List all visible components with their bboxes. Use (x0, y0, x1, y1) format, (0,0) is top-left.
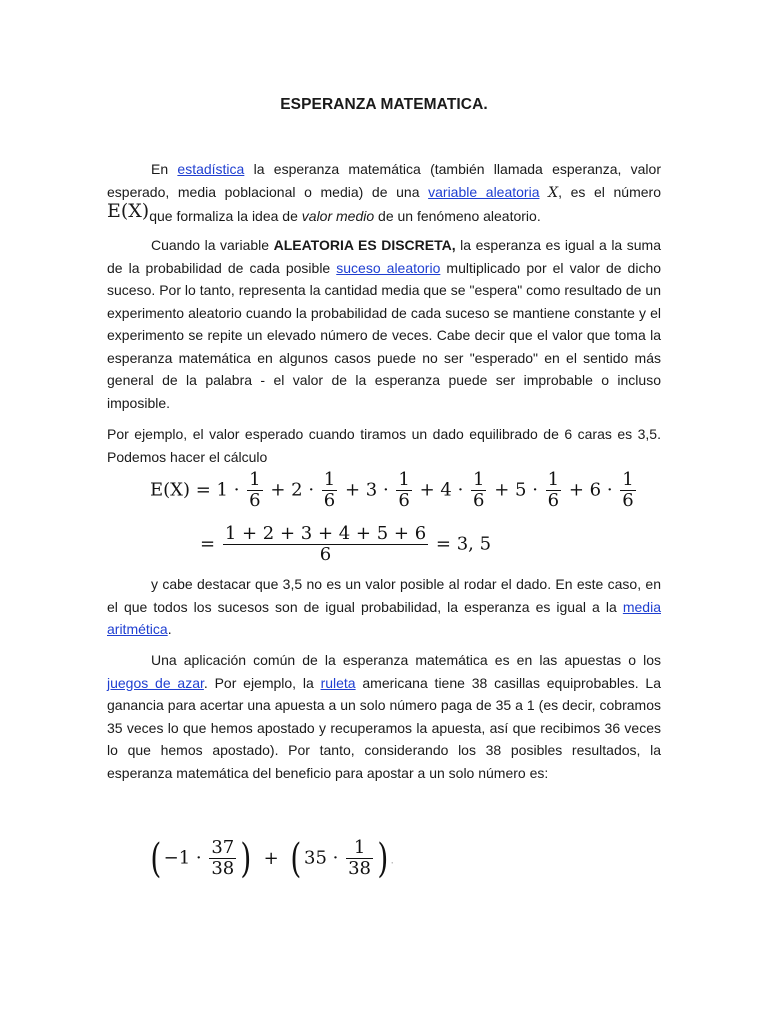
formula-operator: + (263, 847, 279, 869)
formula-operator: = (200, 533, 216, 555)
numerator: 1 (473, 469, 485, 490)
formula-dice-result (200, 524, 491, 565)
numerator: 1 (398, 469, 410, 490)
document-title: ESPERANZA MATEMATICA. (280, 96, 488, 113)
formula-operator: + 3 · (344, 479, 389, 501)
link-suceso-aleatorio[interactable]: suceso aleatorio (336, 259, 441, 276)
fraction (620, 470, 635, 511)
fraction (322, 470, 337, 511)
text-run: la esperanza matemática (también llamada esperanza, valor esperado, media poblacional o media) de una (107, 161, 661, 200)
text-run: En (151, 161, 178, 177)
denominator: 6 (323, 490, 336, 511)
text-run: Cuando la variable (151, 237, 274, 253)
link-media-aritmetica[interactable]: media aritmética (107, 598, 661, 637)
text-run: . (167, 621, 172, 637)
fraction (209, 838, 236, 879)
formula-operator: + 2 · (270, 479, 315, 501)
bold-text: ALEATORIA ES DISCRETA, (273, 237, 456, 253)
variable-x: X (548, 184, 559, 201)
math-expected-value: E(X) (107, 200, 150, 222)
numerator: 1 (249, 469, 261, 490)
formula-lhs: E(X) = 1 · (150, 479, 240, 501)
numerator: 1 (547, 469, 560, 490)
formula-operator: + 4 · (419, 479, 464, 501)
formula-operator: + 5 · (494, 479, 538, 501)
formula-term: −1 · (163, 847, 202, 869)
denominator: 6 (547, 490, 560, 511)
numerator: 37 (211, 837, 235, 858)
numerator: 1 + 2 + 3 + 4 + 5 + 6 (224, 523, 427, 544)
formula-roulette (148, 835, 394, 882)
denominator: 6 (398, 490, 410, 511)
italic-text: valor medio (301, 208, 375, 224)
fraction (471, 470, 486, 511)
text-run: que formaliza la idea de (149, 208, 302, 224)
text-run: la esperanza es igual a la suma de la probabilidad de cada posible (107, 237, 662, 276)
formula-term: 35 · (304, 847, 339, 869)
fraction (247, 470, 262, 511)
text-run: Una aplicación común de la esperanza matemática es en las apuestas o los (151, 652, 661, 668)
denominator: 6 (223, 544, 428, 565)
text-run: , es el número (558, 183, 661, 200)
link-juegos-de-azar[interactable]: juegos de azar (107, 674, 204, 691)
paragraph-gambling (107, 649, 661, 784)
denominator: 6 (249, 490, 261, 511)
paren-close: ) (377, 835, 389, 882)
formula-tail: . (390, 855, 394, 867)
formula-result: = 3, 5 (435, 533, 492, 555)
paragraph-discrete (107, 234, 661, 414)
paren-open: ( (290, 835, 302, 882)
formula-dice-sum (150, 470, 638, 511)
text-run: y cabe destacar que 3,5 no es un valor posible al rodar el dado. En este caso, en el que todos los sucesos son de igual probabilidad, la esperanza es igual a la (107, 576, 661, 615)
denominator: 38 (348, 858, 372, 879)
text-run: americana tiene 38 casillas equiprobables. La ganancia para acertar una apuesta a un solo número paga de 35 a 1 (es decir, cobramos 35 veces lo que hemos apostado y recuperamos la apuesta, así que recibimos 36 veces lo que hemos apostado). Por tanto, considerando los 38 posibles resultados, la esperanza matemática del beneficio para apostar a un solo número es: (107, 674, 661, 781)
link-estadistica[interactable]: estadística (177, 161, 245, 177)
numerator: 1 (622, 469, 634, 490)
fraction (346, 838, 373, 879)
link-ruleta[interactable]: ruleta (320, 674, 356, 691)
denominator: 6 (473, 490, 485, 511)
paren-open: ( (150, 835, 162, 882)
paragraph-definition (107, 158, 661, 228)
denominator: 6 (622, 490, 634, 511)
fraction (546, 470, 561, 511)
fraction (396, 470, 411, 511)
paren-close: ) (240, 835, 252, 882)
numerator: 1 (323, 469, 336, 490)
paragraph-example: Por ejemplo, el valor esperado cuando tiramos un dado equilibrado de 6 caras es 3,5. Podemos hacer el cálculo (107, 426, 661, 465)
text-run: de un fenómeno aleatorio. (374, 208, 541, 224)
numerator: 1 (353, 837, 366, 858)
paragraph-remark (107, 573, 661, 641)
text-run: . Por ejemplo, la (203, 674, 321, 691)
link-variable-aleatoria[interactable]: variable aleatoria (428, 183, 540, 200)
fraction (223, 524, 428, 565)
formula-operator: + 6 · (568, 479, 613, 501)
denominator: 38 (211, 858, 235, 879)
text-run: multiplicado por el valor de dicho suceso. Por lo tanto, representa la cantidad media que se "espera" como resultado de un experimento aleatorio cuando la probabilidad de cada suceso se mantiene constante y el experimento se repite un elevado número de veces. Cabe decir que el valor que toma la esperanza matemática en algunos casos puede no ser "esperado" en el sentido más general de la palabra - el valor de la esperanza puede ser improbable o incluso imposible. (107, 259, 662, 411)
